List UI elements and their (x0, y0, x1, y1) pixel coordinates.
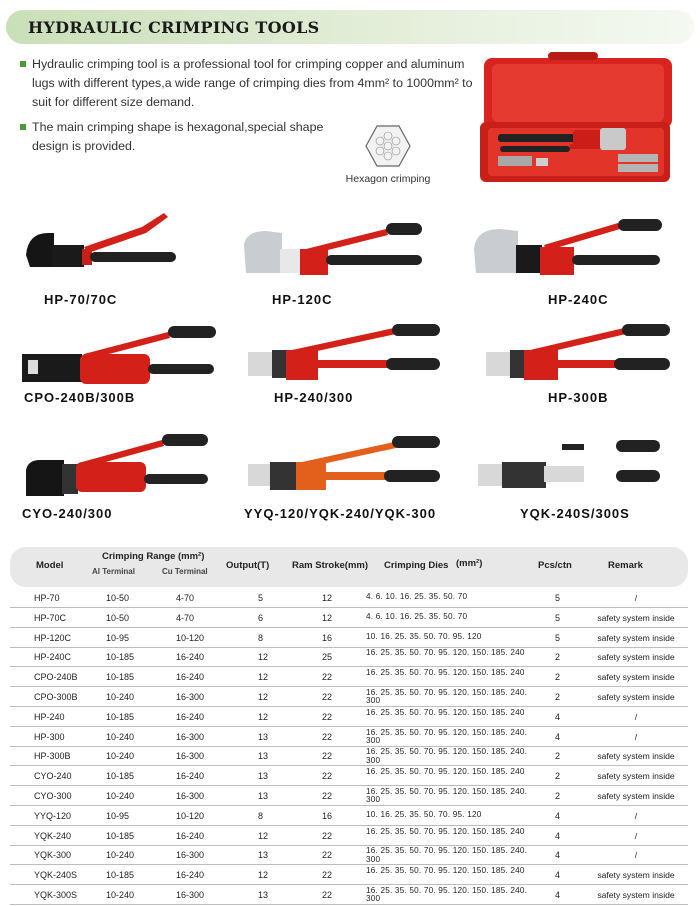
cell-output: 13 (258, 731, 269, 742)
cell-al-terminal: 10-50 (106, 593, 130, 603)
cell-crimping-dies: 16. 25. 35. 50. 70. 95. 120. 150. 185. 240. 300 (366, 886, 528, 904)
cell-remark: safety system inside (597, 791, 675, 801)
cell-cu-terminal: 16-240 (176, 771, 205, 782)
cell-pcs: 2 (555, 692, 561, 702)
cell-crimping-dies: 16. 25. 35. 50. 70. 95. 120. 150. 185. 240 (366, 826, 525, 836)
cell-cu-terminal: 16-300 (176, 890, 205, 900)
cell-crimping-dies: 4. 6. 10. 16. 25. 35. 50. 70 (366, 611, 468, 621)
cell-pcs: 2 (555, 771, 561, 782)
header-dies: Crimping Dies (384, 560, 449, 571)
header-pcs: Pcs/ctn (538, 560, 572, 571)
cell-pcs: 5 (555, 632, 561, 643)
cell-al-terminal: 10-185 (106, 830, 135, 841)
cell-crimping-dies: 10. 16. 25. 35. 50. 70. 95. 120 (366, 631, 482, 641)
cell-pcs: 4 (555, 850, 561, 861)
cell-model: CYO-300 (34, 791, 72, 801)
cell-pcs: 4 (555, 731, 561, 742)
cell-model: YQK-300 (34, 850, 72, 861)
cell-ram-stroke: 12 (322, 593, 333, 603)
cell-ram-stroke: 22 (322, 791, 333, 801)
cell-ram-stroke: 25 (322, 652, 333, 663)
cell-cu-terminal: 4-70 (176, 612, 195, 623)
cell-remark: / (634, 711, 638, 722)
cell-model: HP-240 (34, 711, 65, 722)
cell-remark: safety system inside (597, 632, 675, 643)
cell-crimping-dies: 16. 25. 35. 50. 70. 95. 120. 150. 185. 240 (366, 648, 525, 658)
cell-al-terminal: 10-185 (106, 711, 135, 722)
tool-label-hp-300b: HP-300B (548, 390, 609, 405)
cell-pcs: 5 (555, 593, 561, 603)
cell-model: YYQ-120 (34, 810, 72, 821)
tool-photo-hp-300b (484, 320, 674, 386)
cell-al-terminal: 10-240 (106, 731, 135, 742)
cell-model: CYO-240 (34, 771, 72, 782)
intro-paragraph-2: The main crimping shape is hexagonal,special shape design is provided. (20, 118, 330, 156)
table-row (10, 885, 688, 905)
table-row (10, 746, 688, 766)
cell-output: 13 (258, 751, 269, 762)
tool-label-yqk-240s: YQK-240S/300S (520, 506, 630, 521)
cell-remark: / (634, 830, 638, 841)
cell-remark: / (634, 850, 638, 861)
cell-cu-terminal: 10-120 (176, 810, 205, 821)
cell-ram-stroke: 22 (322, 870, 333, 881)
cell-ram-stroke: 22 (322, 771, 333, 782)
cell-output: 12 (258, 711, 269, 722)
cell-ram-stroke: 16 (322, 632, 333, 643)
tool-label-hp-240: HP-240/300 (274, 390, 354, 405)
hexagon-caption: Hexagon crimping (345, 173, 431, 185)
cell-cu-terminal: 16-300 (176, 850, 205, 861)
table-row (10, 766, 688, 786)
cell-cu-terminal: 10-120 (176, 632, 205, 643)
cell-output: 12 (258, 830, 269, 841)
cell-model: HP-240C (34, 652, 72, 663)
cell-pcs: 4 (555, 890, 561, 900)
bullet-icon (20, 61, 26, 67)
cell-remark: safety system inside (597, 751, 675, 762)
cell-pcs: 4 (555, 830, 561, 841)
cell-output: 8 (258, 810, 264, 821)
cell-cu-terminal: 16-300 (176, 751, 205, 762)
tool-label-hp-120c: HP-120C (272, 292, 333, 307)
tool-label-cyo-240: CYO-240/300 (22, 506, 113, 521)
cell-output: 13 (258, 850, 269, 861)
cell-ram-stroke: 22 (322, 850, 333, 861)
cell-cu-terminal: 4-70 (176, 593, 195, 603)
cell-remark: safety system inside (597, 890, 675, 900)
cell-ram-stroke: 12 (322, 612, 333, 623)
header-dies-unit: (mm²) (456, 558, 483, 569)
tool-photo-cpo-240b (18, 322, 218, 388)
cell-model: YQK-300S (34, 890, 78, 900)
header-output: Output(T) (226, 560, 270, 571)
cell-cu-terminal: 16-300 (176, 692, 205, 702)
tool-photo-hp-240c (468, 215, 668, 285)
cell-pcs: 2 (555, 791, 561, 801)
cell-model: HP-300 (34, 731, 65, 742)
tool-label-cpo-240b: CPO-240B/300B (24, 390, 136, 405)
header-model: Model (36, 560, 64, 571)
cell-model: YQK-240S (34, 870, 78, 881)
header-al: Al Terminal (92, 567, 135, 576)
cell-crimping-dies: 16. 25. 35. 50. 70. 95. 120. 150. 185. 240 (366, 767, 525, 777)
cell-output: 5 (258, 593, 264, 603)
bullet-icon (20, 124, 26, 130)
cell-al-terminal: 10-240 (106, 692, 135, 702)
cell-al-terminal: 10-185 (106, 672, 135, 683)
cell-cu-terminal: 16-300 (176, 731, 205, 742)
tool-case-photo (478, 50, 674, 185)
cell-cu-terminal: 16-300 (176, 791, 205, 801)
tool-photo-hp-120c (236, 215, 426, 285)
cell-ram-stroke: 22 (322, 830, 333, 841)
table-row (10, 628, 688, 648)
cell-pcs: 4 (555, 870, 561, 881)
cell-crimping-dies: 16. 25. 35. 50. 70. 95. 120. 150. 185. 240. 300 (366, 727, 528, 745)
table-row (10, 667, 688, 687)
cell-crimping-dies: 16. 25. 35. 50. 70. 95. 120. 150. 185. 240 (366, 866, 525, 876)
cell-output: 8 (258, 632, 264, 643)
intro-paragraph-1: Hydraulic crimping tool is a professional tool for crimping copper and aluminum lugs with different types,a wide range of crimping dies from 4mm² to 1000mm² to suit for different size demand. (20, 55, 475, 112)
cell-ram-stroke: 22 (322, 731, 333, 742)
table-row (10, 845, 688, 865)
cell-al-terminal: 10-185 (106, 652, 135, 663)
cell-output: 12 (258, 692, 269, 702)
tool-label-hp-240c: HP-240C (548, 292, 609, 307)
header-cu: Cu Terminal (162, 567, 208, 576)
table-header (10, 547, 688, 587)
cell-pcs: 2 (555, 751, 561, 762)
title-banner (6, 10, 694, 44)
table-row (10, 647, 688, 667)
cell-model: HP-300B (34, 751, 71, 762)
cell-output: 12 (258, 870, 269, 881)
cell-crimping-dies: 16. 25. 35. 50. 70. 95. 120. 150. 185. 240. 300 (366, 846, 528, 864)
cell-al-terminal: 10-240 (106, 890, 135, 900)
hexagon-icon (364, 123, 412, 169)
cell-crimping-dies: 16. 25. 35. 50. 70. 95. 120. 150. 185. 240 (366, 668, 525, 678)
header-range: Crimping Range (mm²) (102, 551, 205, 562)
hexagon-crimping-figure (333, 123, 443, 188)
table-row (10, 865, 688, 885)
cell-crimping-dies: 16. 25. 35. 50. 70. 95. 120. 150. 185. 240 (366, 707, 525, 717)
cell-model: HP-70 (34, 593, 60, 603)
cell-cu-terminal: 16-240 (176, 672, 205, 683)
cell-pcs: 5 (555, 612, 561, 623)
cell-output: 13 (258, 771, 269, 782)
cell-model: YQK-240 (34, 830, 72, 841)
cell-al-terminal: 10-185 (106, 870, 135, 881)
tool-photo-yqk-240s (476, 436, 666, 500)
cell-remark: safety system inside (597, 612, 675, 623)
cell-output: 12 (258, 652, 269, 663)
cell-cu-terminal: 16-240 (176, 711, 205, 722)
header-remark: Remark (608, 560, 643, 571)
cell-remark: safety system inside (597, 672, 675, 683)
cell-model: CPO-240B (34, 672, 78, 683)
page-title: HYDRAULIC CRIMPING TOOLS (28, 18, 320, 37)
table-row (10, 707, 688, 727)
table-row (10, 826, 688, 846)
cell-cu-terminal: 16-240 (176, 652, 205, 663)
tool-photo-hp-240 (244, 320, 444, 386)
cell-al-terminal: 10-240 (106, 850, 135, 861)
cell-crimping-dies: 10. 16. 25. 35. 50. 70. 95. 120 (366, 809, 482, 819)
cell-al-terminal: 10-240 (106, 751, 135, 762)
cell-al-terminal: 10-240 (106, 791, 135, 801)
cell-remark: safety system inside (597, 692, 675, 702)
cell-cu-terminal: 16-240 (176, 830, 205, 841)
tool-photo-yyq-120 (244, 432, 444, 498)
cell-output: 13 (258, 890, 269, 900)
cell-pcs: 4 (555, 810, 561, 821)
cell-remark: / (634, 731, 638, 742)
cell-output: 13 (258, 791, 269, 801)
cell-cu-terminal: 16-240 (176, 870, 205, 881)
table-row (10, 588, 688, 608)
cell-model: CPO-300B (34, 692, 78, 702)
cell-pcs: 4 (555, 711, 561, 722)
cell-al-terminal: 10-95 (106, 632, 130, 643)
tool-label-yyq-120: YYQ-120/YQK-240/YQK-300 (244, 506, 437, 521)
cell-crimping-dies: 16. 25. 35. 50. 70. 95. 120. 150. 185. 240. 300 (366, 787, 528, 805)
cell-al-terminal: 10-185 (106, 771, 135, 782)
cell-ram-stroke: 16 (322, 810, 333, 821)
cell-ram-stroke: 22 (322, 890, 333, 900)
cell-ram-stroke: 22 (322, 751, 333, 762)
cell-output: 12 (258, 672, 269, 683)
table-row (10, 608, 688, 628)
cell-model: HP-120C (34, 632, 72, 643)
table-row (10, 687, 688, 707)
cell-remark: / (634, 810, 638, 821)
table-row (10, 806, 688, 826)
cell-crimping-dies: 16. 25. 35. 50. 70. 95. 120. 150. 185. 240. 300 (366, 688, 528, 706)
cell-remark: safety system inside (597, 771, 675, 782)
cell-al-terminal: 10-50 (106, 612, 130, 623)
cell-output: 6 (258, 612, 264, 623)
table-row (10, 786, 688, 806)
tool-photo-cyo-240 (22, 430, 212, 500)
cell-al-terminal: 10-95 (106, 810, 130, 821)
cell-remark: / (634, 593, 638, 603)
cell-remark: safety system inside (597, 870, 675, 881)
cell-remark: safety system inside (597, 652, 675, 663)
table-row (10, 727, 688, 747)
cell-ram-stroke: 22 (322, 692, 333, 702)
cell-ram-stroke: 22 (322, 711, 333, 722)
cell-pcs: 2 (555, 652, 561, 663)
cell-crimping-dies: 16. 25. 35. 50. 70. 95. 120. 150. 185. 240. 300 (366, 747, 528, 765)
tool-label-hp-70: HP-70/70C (44, 292, 118, 307)
cell-model: HP-70C (34, 612, 67, 623)
cell-pcs: 2 (555, 672, 561, 683)
cell-crimping-dies: 4. 6. 10. 16. 25. 35. 50. 70 (366, 592, 468, 601)
tool-photo-hp-70 (22, 205, 182, 275)
header-ram: Ram Stroke(mm) (292, 560, 369, 571)
cell-ram-stroke: 22 (322, 672, 333, 683)
